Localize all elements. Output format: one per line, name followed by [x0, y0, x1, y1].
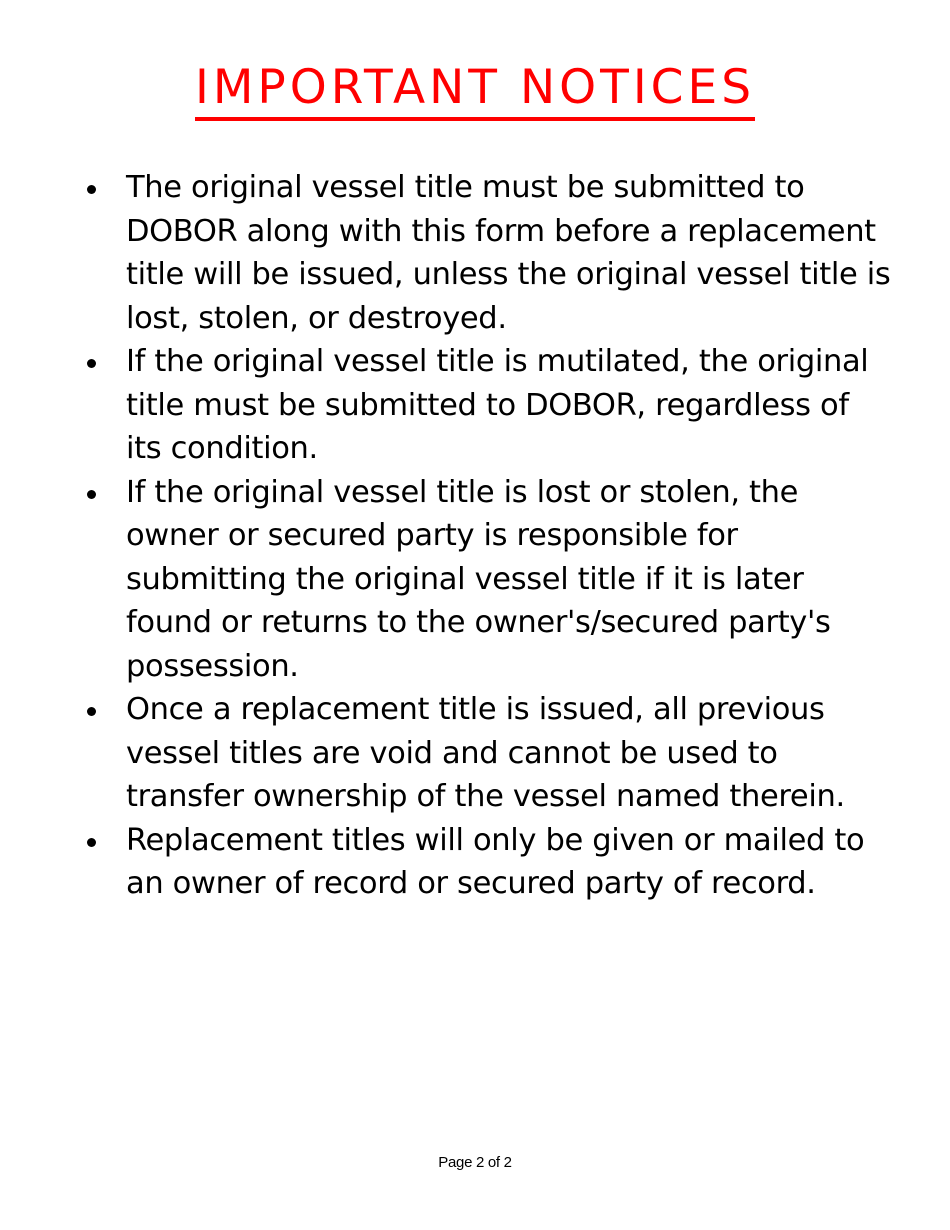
notice-text: Once a replacement title is issued, all previous vessel titles are void and cannot be used to transfer ownership of the vessel named therein. — [126, 692, 845, 814]
notice-item — [82, 166, 892, 340]
bullet-dot-icon — [87, 359, 96, 368]
bullet-dot-icon — [87, 838, 96, 847]
notice-item — [82, 819, 892, 906]
page-number: Page 2 of 2 — [438, 1154, 512, 1171]
notice-text: If the original vessel title is mutilated, the original title must be submitted to DOBOR, regardless of its condition. — [126, 344, 869, 466]
notice-item — [82, 688, 892, 819]
bullet-dot-icon — [87, 707, 96, 716]
page-title-text: IMPORTANT NOTICES — [195, 59, 755, 121]
notice-list — [82, 166, 892, 906]
notice-text: The original vessel title must be submitted to DOBOR along with this form before a replacement title will be issued, unless the original vessel title is lost, stolen, or destroyed. — [126, 170, 891, 336]
notice-item — [82, 340, 892, 471]
bullet-dot-icon — [87, 185, 96, 194]
page-title — [0, 58, 950, 121]
notice-text: Replacement titles will only be given or mailed to an owner of record or secured party of record. — [126, 822, 865, 901]
bullet-dot-icon — [87, 490, 96, 499]
notice-item — [82, 471, 892, 689]
notice-text: If the original vessel title is lost or stolen, the owner or secured party is responsible for submitting the original vessel title if it is later found or returns to the owner's/secured party's possession. — [126, 474, 831, 684]
